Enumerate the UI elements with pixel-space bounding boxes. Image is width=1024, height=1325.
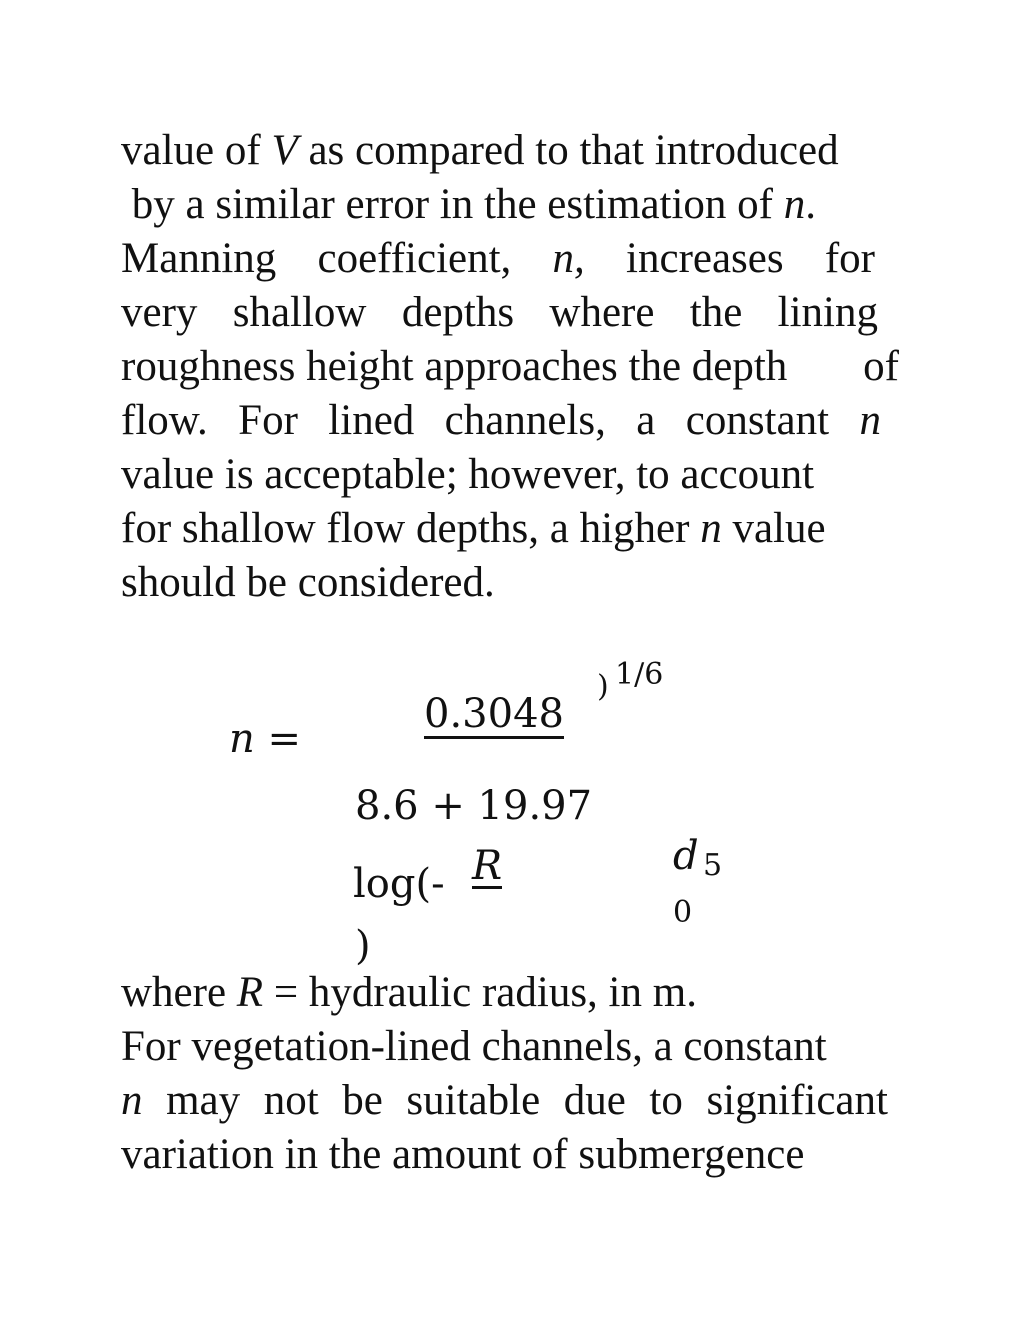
paragraph-1 [121,124,905,614]
text-line-2 [121,1020,827,1074]
text: value [721,505,826,552]
word: Manning [121,235,277,282]
word: where [549,289,655,336]
word: suitable [406,1077,541,1124]
word: lining [777,289,878,336]
word: significant [706,1077,888,1124]
text-line-4 [121,286,878,340]
text: by a similar error in the estimation of [121,181,784,228]
text: for shallow flow depths, a higher [121,505,701,552]
paragraph-2 [121,966,905,1186]
numerator-value: 0.3048 [424,691,564,737]
variable-n: n, [552,235,585,282]
word: For [238,397,298,444]
word: to [649,1077,683,1124]
variable-r: R [236,969,264,1016]
text-line-5 [121,340,899,394]
word: channels, [444,397,606,444]
variable-v: V [271,127,298,174]
equation-close-paren-2 [355,923,371,969]
word: the [689,289,743,336]
word: flow. [121,397,208,444]
text: should be considered. [121,559,495,606]
equation-r [472,843,503,889]
subscript: 0 [673,895,693,930]
word: lined [328,397,415,444]
word: coefficient, [317,235,512,282]
exponent-value: 1/6 [615,657,664,692]
text-line-4 [121,1128,804,1182]
equation-d [673,833,699,879]
variable-n: n [121,1077,143,1124]
text-line-2 [121,178,816,232]
word: of [863,343,899,390]
variable-n: n [859,397,881,444]
equation-sub-0 [673,895,693,930]
word: increases [626,235,784,282]
text: For vegetation-lined channels, a constant [121,1023,827,1070]
text: as compared to that introduced [297,127,839,174]
text: . [805,181,816,228]
subscript: 5 [703,848,723,883]
word: may [166,1077,241,1124]
text: value of [121,127,272,174]
equation-exponent [615,657,664,692]
variable-n: n [700,505,722,552]
equation-lhs [229,716,301,762]
variable-r: R [472,843,503,889]
equation-sub-5 [703,848,723,883]
paren: ) [355,923,371,969]
lhs-text: n = [229,716,301,762]
text-line-3 [121,232,875,286]
text-line-7 [121,448,814,502]
text: = hydraulic radius, in m. [263,969,697,1016]
equation-numerator [424,691,564,739]
equation-log [353,861,445,907]
text-line-8 [121,502,826,556]
log-text: log(- [353,861,445,907]
text-line-3 [121,1074,888,1128]
word: due [563,1077,626,1124]
variable-n: n [783,181,806,228]
word: for [824,235,875,282]
word: not [263,1077,319,1124]
word: constant [685,397,830,444]
word: a [636,397,656,444]
text: variation in the amount of submergence [121,1131,805,1178]
text-line-1 [121,124,839,178]
word: very [121,289,198,336]
text: roughness height approaches the depth [121,343,788,390]
denominator-text: 8.6 + 19.97 [355,783,593,829]
word: be [342,1077,383,1124]
word: depths [401,289,515,336]
variable-d: d [673,833,699,879]
equation-close-paren [597,669,609,704]
text: value is acceptable; however, to account [121,451,815,498]
paren: ) [597,669,609,704]
word: shallow [232,289,367,336]
text-line-9 [121,556,495,610]
text: where [121,969,237,1016]
equation-denominator [355,783,593,829]
where-line [121,966,697,1020]
text-line-6 [121,394,881,448]
